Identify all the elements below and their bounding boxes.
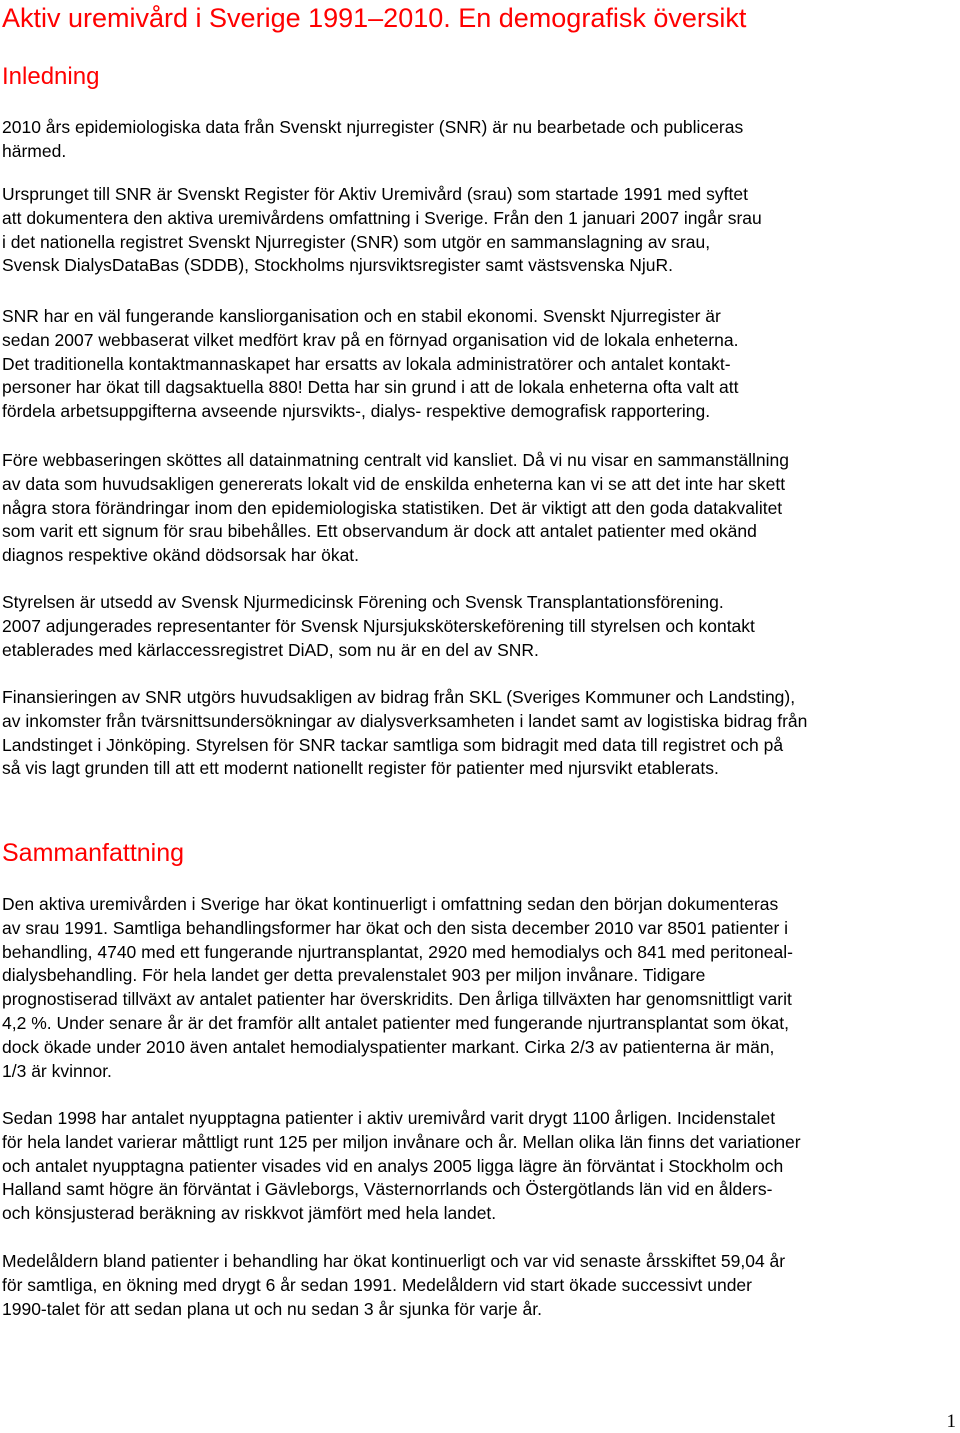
paragraph-inledning-6: Finansieringen av SNR utgörs huvudsakligen av bidrag från SKL (Sveriges Kommuner och Landsting), av inkomster från tvärsnittsundersökningar av dialysverksamheten i landet samt av logistiska bidrag från Landstinget i Jönköping. Styrelsen för SNR tackar samtliga som bidragit med data till registret och på så vis lagt grunden till att ett modernt nationellt register för patienter med njursvikt etablerats.: [2, 687, 808, 779]
paragraph-inledning-4: Före webbaseringen sköttes all datainmatning centralt vid kansliet. Då vi nu visar en sammanställning av data som huvudsakligen genererats lokalt vid de enskilda enheterna kan vi se att det inte har skett några stora förändringar inom den epidemiologiska statistiken. Det är viktigt att den goda datakvalitet som varit ett signum för srau bibehålles. Ett observandum är dock att antalet patienter med okänd diagnos respektive okänd dödsorsak har ökat.: [2, 450, 789, 566]
paragraph-inledning-1: 2010 års epidemiologiska data från Svenskt njurregister (SNR) är nu bearbetade och publiceras härmed.: [2, 117, 744, 161]
paragraph-sammanfattning-1: Den aktiva uremivården i Sverige har ökat kontinuerligt i omfattning sedan den början dokumenteras av srau 1991. Samtliga behandlingsformer har ökat och den sista december 2010 var 8501 patienter i behandling, 4740 med ett fungerande njurtransplantat, 2920 med hemodialys och 841 med peritoneal- dialysbehandling. För hela landet ger detta prevalenstalet 903 per miljon invånare. Tidigare prognostiserad tillväxt av antalet patienter har överskridits. Den årliga tillväxten har genomsnittligt varit 4,2 %. Under senare år är det framför allt antalet patienter med fungerande njurtransplantat som ökat, dock ökade under 2010 även antalet hemodialyspatienter markant. Cirka 2/3 av patienterna är män, 1/3 är kvinnor.: [2, 894, 793, 1081]
paragraph-sammanfattning-3: Medelåldern bland patienter i behandling har ökat kontinuerligt och var vid senaste årsskiftet 59,04 år för samtliga, en ökning med drygt 6 år sedan 1991. Medelåldern vid start ökade successivt under 1990-talet för att sedan plana ut och nu sedan 3 år sjunka för varje år.: [2, 1251, 786, 1319]
paragraph-inledning-5: Styrelsen är utsedd av Svensk Njurmedicinsk Förening och Svensk Transplantationsförening. 2007 adjungerades representanter för Svensk Njursjuksköterskeförening till styrelsen och kontakt etablerades med kärlaccessregistret DiAD, som nu är en del av SNR.: [2, 592, 755, 660]
heading-sammanfattning: Sammanfattning: [2, 839, 185, 867]
heading-inledning: Inledning: [2, 63, 100, 90]
paragraph-inledning-3: SNR har en väl fungerande kansliorganisation och en stabil ekonomi. Svenskt Njurregister är sedan 2007 webbaserat vilket medfört krav på en förnyad organisation vid de lokala enheterna. Det traditionella kontaktmannaskapet har ersatts av lokala administratörer och antalet kontakt- personer har ökat till dagsaktuella 880! Detta har sin grund i att de lokala enheterna ofta valt att fördela arbetsuppgifterna avseende njursvikts-, dialys- respektive demografisk rapportering.: [2, 306, 739, 422]
paragraph-sammanfattning-2: Sedan 1998 har antalet nyupptagna patienter i aktiv uremivård varit drygt 1100 årligen. Incidenstalet för hela landet varierar måttligt runt 125 per miljon invånare och år. Mellan olika län finns det variationer och antalet nyupptagna patienter visades vid en analys 2005 ligga lägre än förväntat i Stockholm och Halland samt högre än förväntat i Gävleborgs, Västernorrlands och Östergötlands län vid en ålders- och könsjusterad beräkning av riskkvot jämfört med hela landet.: [2, 1108, 801, 1224]
page-number: 1: [946, 1411, 956, 1432]
paragraph-inledning-2: Ursprunget till SNR är Svenskt Register för Aktiv Uremivård (srau) som startade 1991 med syftet att dokumentera den aktiva uremivårdens omfattning i Sverige. Från den 1 januari 2007 ingår srau i det nationella registret Svenskt Njurregister (SNR) som utgör en sammanslagning av srau, Svensk DialysDataBas (SDDB), Stockholms njursviktsregister samt västsvenska NjuR.: [2, 184, 762, 276]
document-title: Aktiv uremivård i Sverige 1991–2010. En demografisk översikt: [2, 3, 747, 33]
